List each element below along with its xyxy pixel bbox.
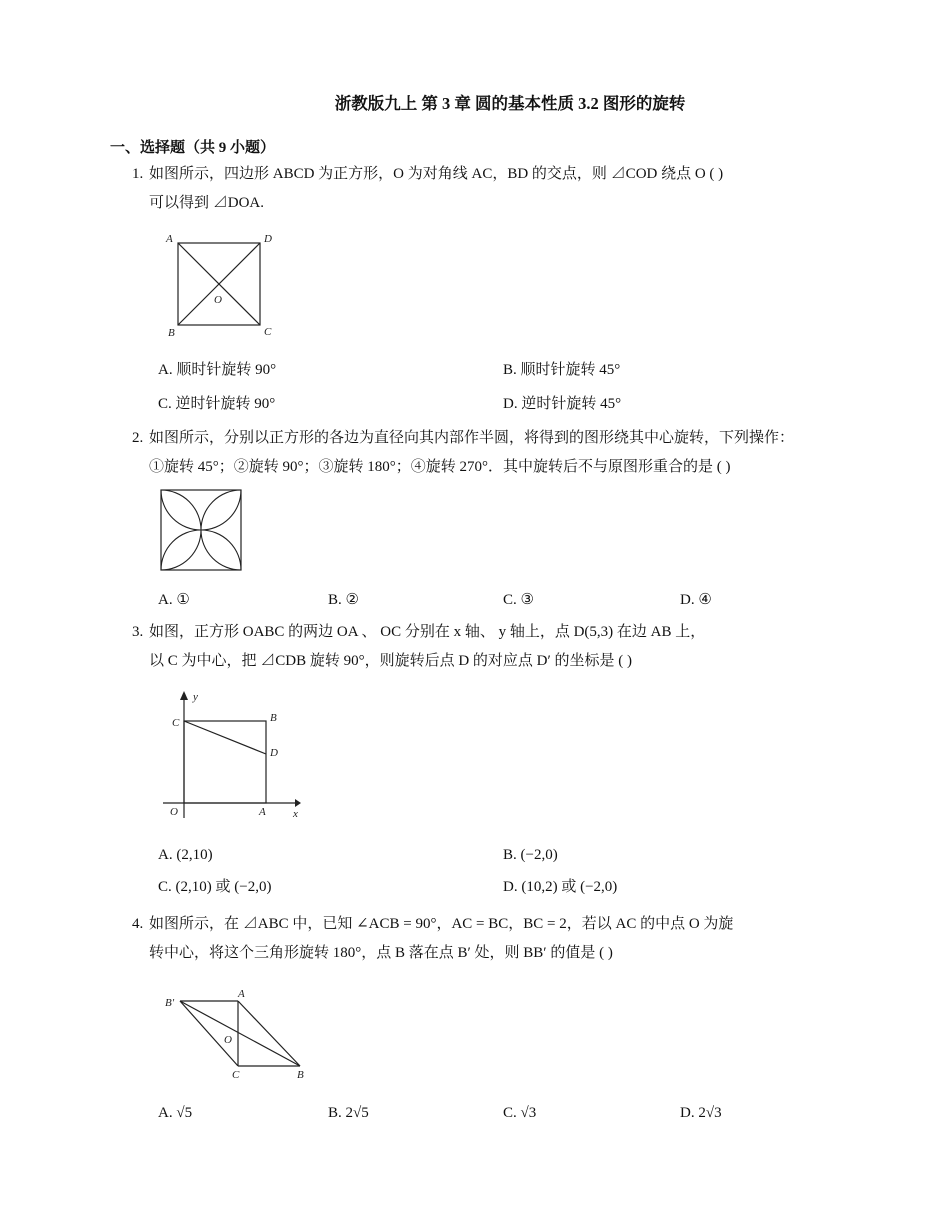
q4-option-a[interactable]: A. √5 — [158, 1105, 193, 1121]
question-text-line1: 如图，正方形 OABC 的两边 OA 、 OC 分别在 x 轴、 y 轴上，点 D(5,3) 在边 AB 上， — [149, 624, 706, 640]
label-D: D — [264, 233, 272, 245]
q4-option-b[interactable]: B. 2√5 — [328, 1105, 369, 1121]
figure-square-semicircles — [160, 489, 244, 573]
label-B: B — [270, 712, 277, 724]
question-2 — [132, 424, 844, 482]
label-y: y — [193, 691, 198, 703]
label-O: O — [170, 806, 178, 818]
question-3 — [132, 618, 844, 676]
label-A: A — [259, 806, 266, 818]
q1-option-b[interactable]: B. 顺时针旋转 45° — [503, 362, 621, 378]
label-B: B — [297, 1069, 304, 1081]
question-number: 2. — [132, 430, 144, 446]
question-text-line2: 转中心，将这个三角形旋转 180°，点 B 落在点 B′ 处，则 BB′ 的值是 ( ) — [149, 945, 613, 961]
label-B: B — [168, 327, 175, 339]
figure-rotated-triangle — [160, 984, 320, 1084]
question-number: 4. — [132, 916, 144, 932]
q4-option-c[interactable]: C. √3 — [503, 1105, 537, 1121]
q2-option-a[interactable]: A. ① — [158, 592, 190, 608]
question-number: 3. — [132, 624, 144, 640]
q3-option-a[interactable]: A. (2,10) — [158, 847, 213, 863]
figure-coordinate-square — [160, 688, 310, 823]
question-text-line1: 如图所示，在 ⊿ABC 中，已知 ∠ACB = 90°，AC = BC，BC = 2，若以 AC 的中点 O 为旋 — [149, 916, 734, 932]
label-O: O — [224, 1034, 232, 1046]
question-text-line1: 如图所示，四边形 ABCD 为正方形，O 为对角线 AC，BD 的交点，则 ⊿COD 绕点 O ( ) — [149, 166, 724, 182]
q1-option-c[interactable]: C. 逆时针旋转 90° — [158, 396, 276, 412]
q2-option-b[interactable]: B. ② — [328, 592, 359, 608]
section-heading: 一、选择题（共 9 小题） — [110, 140, 276, 156]
q3-option-c[interactable]: C. (2,10) 或 (−2,0) — [158, 879, 272, 895]
q1-option-a[interactable]: A. 顺时针旋转 90° — [158, 362, 277, 378]
q2-option-d[interactable]: D. ④ — [680, 592, 712, 608]
label-A: A — [238, 988, 245, 1000]
question-1 — [132, 160, 844, 218]
label-D: D — [270, 747, 278, 759]
question-4 — [132, 910, 844, 968]
q2-option-c[interactable]: C. ③ — [503, 592, 534, 608]
label-A: A — [166, 233, 173, 245]
question-text-line2: ①旋转 45°；②旋转 90°；③旋转 180°；④旋转 270°．其中旋转后不与原图形重合的是 ( ) — [149, 459, 731, 475]
label-O: O — [214, 294, 222, 306]
q4-option-d[interactable]: D. 2√3 — [680, 1105, 722, 1121]
label-C: C — [232, 1069, 240, 1081]
q1-option-d[interactable]: D. 逆时针旋转 45° — [503, 396, 622, 412]
document-title: 浙教版九上 第 3 章 圆的基本性质 3.2 图形的旋转 — [334, 94, 686, 113]
figure-square-diagonals — [160, 228, 290, 343]
question-text-line2: 以 C 为中心，把 ⊿CDB 旋转 90°，则旋转后点 D 的对应点 D′ 的坐标是 ( ) — [149, 653, 633, 669]
question-text-line2: 可以得到 ⊿DOA. — [149, 195, 264, 211]
question-number: 1. — [132, 166, 144, 182]
q3-option-b[interactable]: B. (−2,0) — [503, 847, 558, 863]
q3-option-d[interactable]: D. (10,2) 或 (−2,0) — [503, 879, 618, 895]
label-x: x — [293, 808, 298, 820]
label-C: C — [264, 326, 272, 338]
label-C: C — [172, 717, 180, 729]
question-text-line1: 如图所示，分别以正方形的各边为直径向其内部作半圆，将得到的图形绕其中心旋转，下列操作： — [149, 430, 795, 446]
label-B-prime: B′ — [165, 997, 175, 1009]
